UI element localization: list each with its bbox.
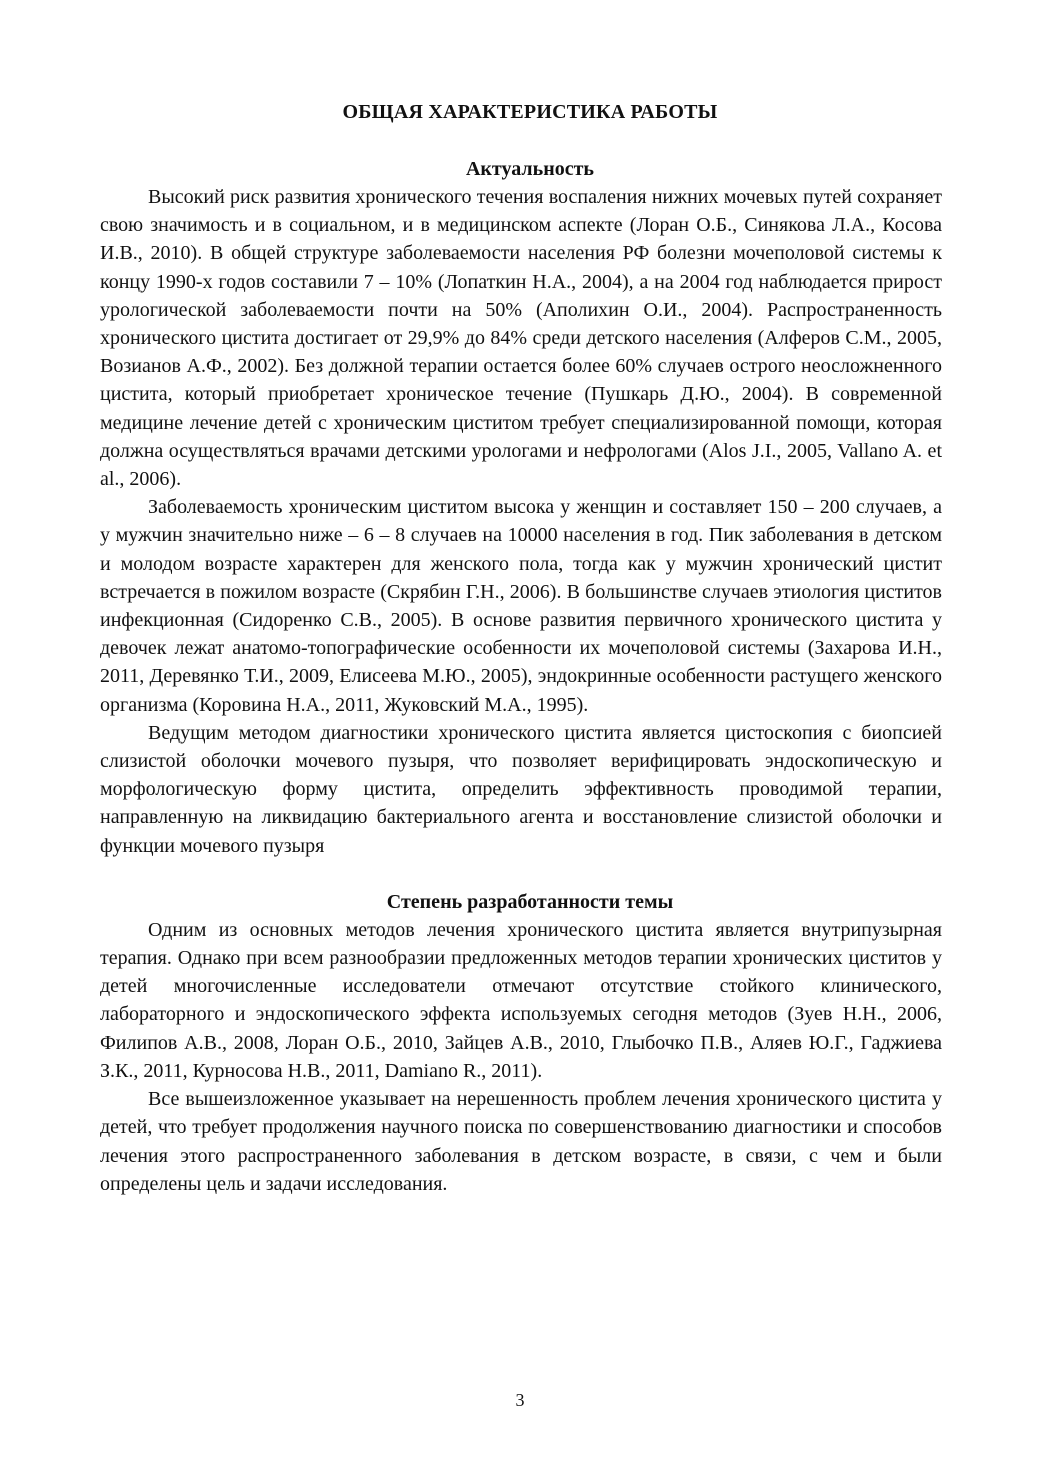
page-number: 3 <box>515 1390 525 1410</box>
paragraph-relevance-3: Ведущим методом диагностики хронического цистита является цистоскопия с биопсией слизистой оболочки мочевого пузыря, что позволяет верифицировать эндоскопическую и морфологическую форму цистита, определить эффективность проводимой терапии, направленную на ликвидацию бактериального агента и восстановление слизистой оболочки и функции мочевого пузыря <box>100 721 942 857</box>
paragraph-relevance-1: Высокий риск развития хронического течения воспаления нижних мочевых путей сохраняет свою значимость и в социальном, и в медицинском аспекте (Лоран О.Б., Синякова Л.А., Косова И.В., 2010). В общей структуре заболеваемости населения РФ болезни мочеполовой системы к концу 1990-х годов составили 7 – 10% (Лопаткин Н.А., 2004), а на 2004 год наблюдается прирост урологической заболеваемости почти на 50% (Аполихин О.И., 2004). Распространенность хронического цистита достигает от 29,9% до 84% среди детского населения (Алферов С.М., 2005, Возианов А.Ф., 2002). Без должной терапии остается более 60% случаев острого неосложненного цистита, который приобретает хроническое течение (Пушкарь Д.Ю., 2004). В современной медицине лечение детей с хроническим циститом требует специализированной помощи, которая должна осуществляться врачами детскими урологами и нефрологами (Alos J.I., 2005, Vallano A. et al., 2006). <box>100 186 942 491</box>
document-title: ОБЩАЯ ХАРАКТЕРИСТИКА РАБОТЫ <box>342 101 718 123</box>
paragraph-development-1: Одним из основных методов лечения хронического цистита является внутрипузырная терапия. Однако при всем разнообразии предложенных методов терапии хронических циститов у детей многочисленные исследователи отмечают отсутствие стойкого клинического, лабораторного и эндоскопического эффекта используемых сегодня методов (Зуев Н.Н., 2006, Филипов А.В., 2008, Лоран О.Б., 2010, Зайцев А.В., 2010, Глыбочко П.В., Аляев Ю.Г., Гаджиева З.К., 2011, Курносова Н.В., 2011, Damiano R., 2011). <box>100 918 942 1082</box>
paragraph-development-2: Все вышеизложенное указывает на нерешенность проблем лечения хронического цистита у детей, что требует продолжения научного поиска по совершенствованию диагностики и способов лечения этого распространенного заболевания в детском возрасте, в связи, с чем и были определены цель и задачи исследования. <box>100 1088 942 1195</box>
section-heading-development-degree: Степень разработанности темы <box>386 890 674 913</box>
paragraph-relevance-2: Заболеваемость хроническим циститом высока у женщин и составляет 150 – 200 случаев, а у мужчин значительно ниже – 6 – 8 случаев на 10000 населения в год. Пик заболевания в детском и молодом возрасте характерен для женского пола, тогда как у мужчин хронический цистит встречается в пожилом возрасте (Скрябин Г.Н., 2006). В большинстве случаев этиология циститов инфекционная (Сидоренко С.В., 2005). В основе развития первичного хронического цистита у девочек лежат анатомо-топографические особенности их мочеполовой системы (Захарова И.Н., 2011, Деревянко Т.И., 2009, Елисеева М.Ю., 2005), эндокринные особенности растущего женского организма (Коровина Н.А., 2011, Жуковский М.А., 1995). <box>100 496 942 716</box>
document-page <box>100 98 942 1198</box>
section-heading-relevance: Актуальность <box>465 158 595 180</box>
